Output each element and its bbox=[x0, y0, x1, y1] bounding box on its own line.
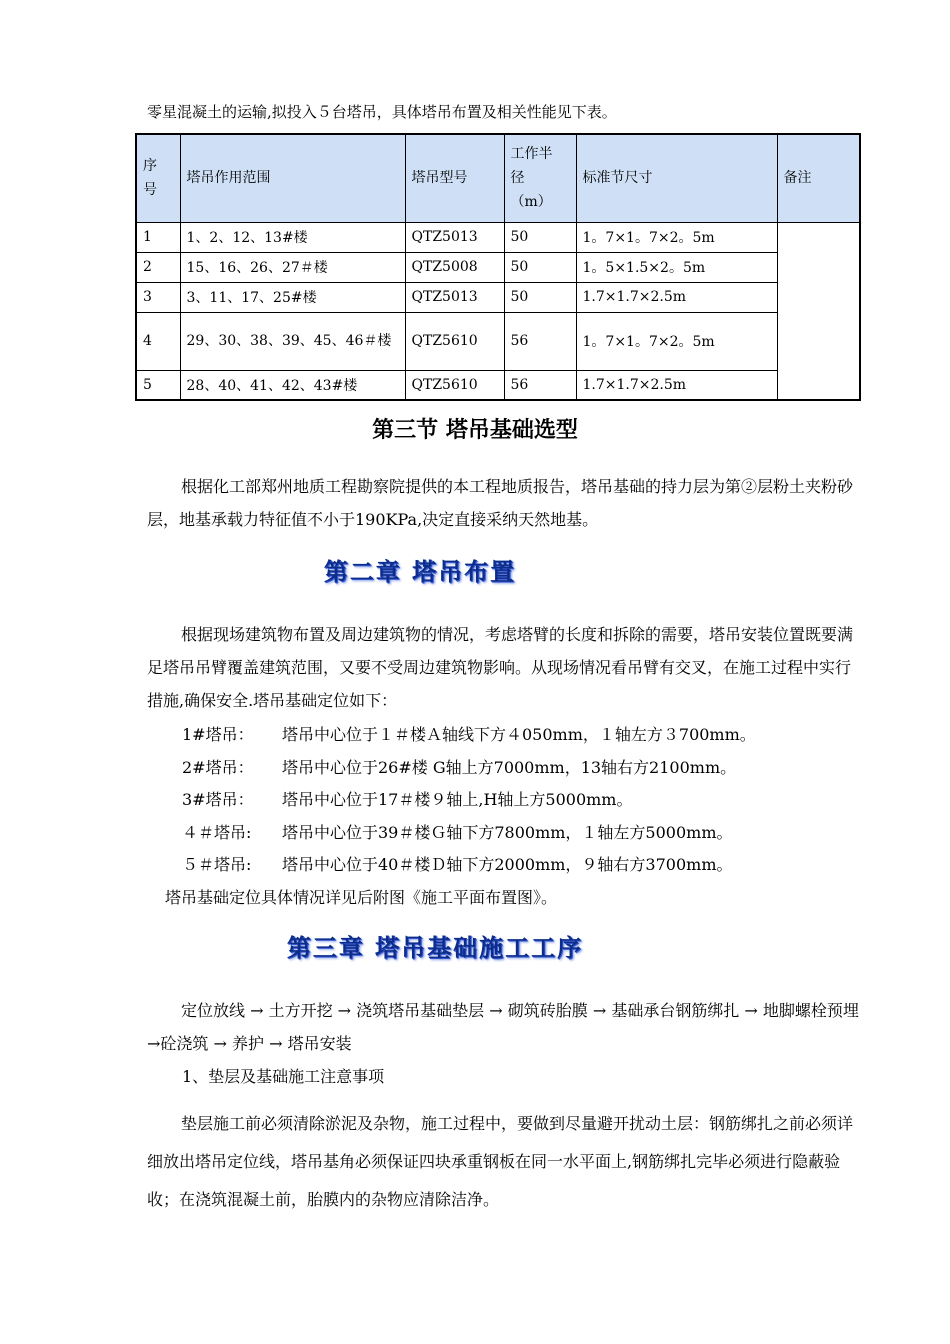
cell-radius: 56 bbox=[504, 370, 576, 400]
position-text: 塔吊中心位于40＃楼Ｄ轴下方2000mm，９轴右方3700mm。 bbox=[282, 855, 733, 874]
cell-radius: 50 bbox=[504, 252, 576, 282]
position-label: 3#塔吊： bbox=[182, 790, 254, 809]
cell-radius: 50 bbox=[504, 222, 576, 252]
cell-model: QTZ5610 bbox=[405, 370, 504, 400]
cell-section: 1.7×1.7×2.5m bbox=[576, 370, 777, 400]
cell-range: 29、30、38、39、45、46＃楼 bbox=[180, 312, 405, 370]
process-flow bbox=[147, 994, 859, 1060]
position-label: ５＃塔吊: bbox=[182, 855, 252, 874]
cell-section: 1。7×1。7×2。5m bbox=[576, 222, 777, 252]
intro-text: 零星混凝土的运输,拟投入５台塔吊，具体塔吊布置及相关性能见下表。 bbox=[147, 103, 617, 121]
header-model: 塔吊型号 bbox=[405, 134, 504, 222]
chapter2-title: 第二章 塔吊布置 bbox=[323, 558, 517, 586]
tower-crane-table bbox=[135, 133, 861, 401]
cell-note bbox=[777, 222, 860, 400]
position-text: 塔吊中心位于17＃楼９轴上,H轴上方5000mm。 bbox=[282, 790, 633, 809]
item1-title: 1、垫层及基础施工注意事项 bbox=[182, 1067, 385, 1086]
chapter2-paragraph bbox=[147, 618, 859, 717]
cell-radius: 56 bbox=[504, 312, 576, 370]
cell-seq: 2 bbox=[136, 252, 180, 282]
cell-model: QTZ5013 bbox=[405, 282, 504, 312]
table-row bbox=[136, 282, 860, 312]
header-range: 塔吊作用范围 bbox=[180, 134, 405, 222]
cell-section: 1。5×1.5×2。5m bbox=[576, 252, 777, 282]
cell-range: 15、16、26、27＃楼 bbox=[180, 252, 405, 282]
cell-model: QTZ5008 bbox=[405, 252, 504, 282]
table-header-row bbox=[136, 134, 860, 222]
position-text: 塔吊中心位于26#楼 G轴上方7000mm，13轴右方2100mm。 bbox=[282, 758, 737, 777]
header-section: 标准节尺寸 bbox=[576, 134, 777, 222]
cell-range: 3、11、17、25#楼 bbox=[180, 282, 405, 312]
position-label: 1#塔吊： bbox=[182, 725, 254, 744]
positions-note: 塔吊基础定位具体情况详见后附图《施工平面布置图》。 bbox=[165, 888, 558, 907]
position-text: 塔吊中心位于39＃楼Ｇ轴下方7800mm，１轴左方5000mm。 bbox=[282, 823, 733, 842]
header-radius-line: 径 bbox=[510, 170, 525, 187]
chapter2-paragraph-text: 根据现场建筑物布置及周边建筑物的情况，考虑塔臂的长度和拆除的需要，塔吊安装位置既要满足塔吊吊臂覆盖建筑范围，又要不受周边建筑物影响。从现场情况看吊臂有交叉，在施工过程中实行措施,确保安全.塔吊基础定位如下： bbox=[147, 625, 854, 710]
cell-range: 28、40、41、42、43#楼 bbox=[180, 370, 405, 400]
table-row bbox=[136, 252, 860, 282]
header-note: 备注 bbox=[777, 134, 860, 222]
cell-seq: 4 bbox=[136, 312, 180, 370]
chapter3-title: 第三章 塔吊基础施工工序 bbox=[286, 934, 584, 962]
section3-title: 第三节 塔吊基础选型 bbox=[372, 418, 578, 443]
cell-model: QTZ5610 bbox=[405, 312, 504, 370]
cell-seq: 1 bbox=[136, 222, 180, 252]
section3-paragraph-text: 根据化工部郑州地质工程勘察院提供的本工程地质报告，塔吊基础的持力层为第②层粉土夹粉砂层，地基承载力特征值不小于190KPa,决定直接采纳天然地基。 bbox=[147, 477, 854, 529]
table-row bbox=[136, 222, 860, 252]
item1-paragraph-text: 垫层施工前必须清除淤泥及杂物，施工过程中，要做到尽量避开扰动土层：钢筋绑扎之前必须详细放出塔吊定位线，塔吊基角必须保证四块承重钢板在同一水平面上,钢筋绑扎完毕必须进行隐蔽验收；在浇筑混凝土前，胎膜内的杂物应清除洁净。 bbox=[147, 1114, 854, 1209]
cell-range: 1、2、12、13#楼 bbox=[180, 222, 405, 252]
cell-seq: 3 bbox=[136, 282, 180, 312]
header-seq-line: 序 bbox=[143, 158, 157, 175]
table-row bbox=[136, 370, 860, 400]
process-flow-text: 定位放线 → 土方开挖 → 浇筑塔吊基础垫层 → 砌筑砖胎膜 → 基础承台钢筋绑扎 → 地脚螺栓预埋 →砼浇筑 → 养护 → 塔吊安装 bbox=[147, 1001, 859, 1053]
cell-section: 1.7×1.7×2.5m bbox=[576, 282, 777, 312]
cell-model: QTZ5013 bbox=[405, 222, 504, 252]
header-radius-line: （m） bbox=[510, 194, 552, 211]
cell-section: 1。7×1。7×2。5m bbox=[576, 312, 777, 370]
position-label: 2#塔吊： bbox=[182, 758, 254, 777]
cell-seq: 5 bbox=[136, 370, 180, 400]
position-label: ４＃塔吊: bbox=[182, 823, 252, 842]
table-row bbox=[136, 312, 860, 370]
item1-paragraph bbox=[147, 1105, 859, 1219]
header-seq-line: 号 bbox=[143, 182, 157, 199]
header-seq bbox=[136, 134, 180, 222]
section3-paragraph bbox=[147, 470, 859, 536]
header-radius-line: 工作半 bbox=[510, 146, 553, 163]
header-radius bbox=[504, 134, 576, 222]
position-text: 塔吊中心位于１＃楼Ａ轴线下方４050mm，１轴左方３700mm。 bbox=[282, 725, 756, 744]
cell-radius: 50 bbox=[504, 282, 576, 312]
